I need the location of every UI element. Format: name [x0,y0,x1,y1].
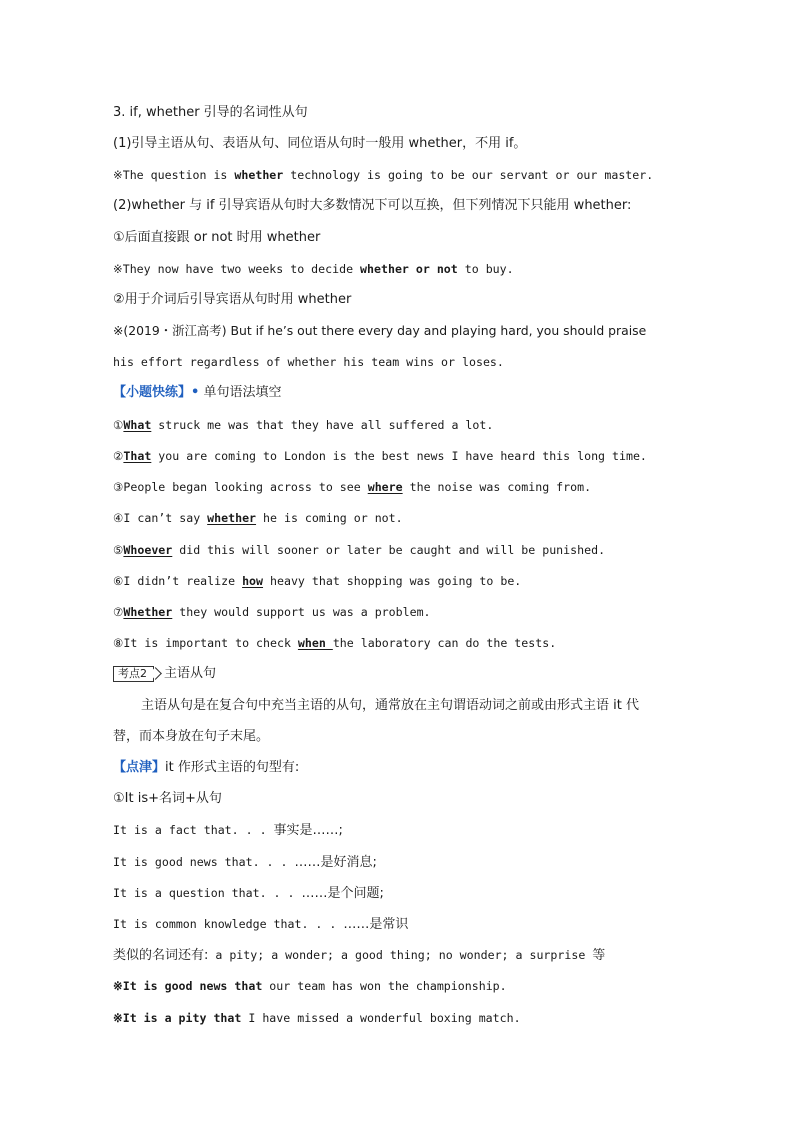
answer: Whether [123,605,173,619]
answer: whether [207,511,257,525]
practice-item-2: ②That you are coming to London is the best news I have heard this long time. [113,449,647,463]
answer: That [123,449,152,463]
example-2: ※They now have two weeks to decide whether or not to buy. [113,262,514,276]
practice-tag: 【小题快练】 [113,385,192,400]
bullet-icon: • [191,385,200,400]
pattern: ①It is+名词+从句 [113,791,222,806]
practice-item-3: ③People began looking across to see where the noise was coming from. [113,480,592,494]
kaodian-heading [113,665,216,683]
kaodian-title: 主语从句 [164,666,217,681]
section-title: 3. if, whether 引导的名词性从句 [113,105,308,120]
practice-item-4: ④I can’t say whether he is coming or not. [113,511,403,525]
answer: What [123,418,152,432]
definition-line-2: 替，而本身放在句子末尾。 [113,729,270,744]
answer: where [367,480,403,494]
definition-line-1: 主语从句是在复合句中充当主语的从句，通常放在主句谓语动词之前或由形式主语 it 代 [141,698,639,713]
practice-item-5: ⑤Whoever did this will sooner or later be caught and will be punished. [113,543,606,557]
practice-item-8: ⑧It is important to check when the laboratory can do the tests. [113,636,557,650]
tip-heading: 【点津】it 作形式主语的句型有: [113,760,300,775]
practice-item-1: ①What struck me was that they have all suffered a lot. [113,418,494,432]
example-5: ※It is a pity that I have missed a wonderful boxing match. [113,1011,521,1025]
pattern-line-4: It is common knowledge that. . . ……是常识 [113,917,409,932]
practice-item-6: ⑥I didn’t realize how heavy that shopping was going to be. [113,574,522,588]
example-3-line-1: ※(2019・浙江高考) But if he’s out there every day and playing hard, you should praise [113,323,647,338]
pattern-line-1: It is a fact that. . . 事实是……; [113,823,343,838]
pattern-line-2: It is good news that. . . ……是好消息; [113,855,377,870]
tip-tag: 【点津】 [113,760,166,775]
example-4: ※It is good news that our team has won the championship. [113,979,507,993]
case-1: ①后面直接跟 or not 时用 whether [113,230,321,245]
similar-nouns: 类似的名词还有: a pity; a wonder; a good thing; no wonder; a surprise 等 [113,948,606,963]
kaodian-badge: 考点2 [113,666,154,682]
case-2: ②用于介词后引导宾语从句时用 whether [113,292,352,307]
example-3-line-2: his effort regardless of whether his team wins or loses. [113,355,504,369]
practice-heading: 【小题快练】• 单句语法填空 [113,385,282,400]
pattern-line-3: It is a question that. . . ……是个问题; [113,886,384,901]
answer: when [297,636,333,650]
rule-2: (2)whether 与 if 引导宾语从句时大多数情况下可以互换，但下列情况下只能用 whether: [113,198,632,213]
practice-item-7: ⑦Whether they would support us was a problem. [113,605,431,619]
example-1: ※The question is whether technology is going to be our servant or our master. [113,168,654,182]
rule-1: (1)引导主语从句、表语从句、同位语从句时一般用 whether，不用 if。 [113,136,527,151]
answer: how [242,574,264,588]
answer: Whoever [123,543,173,557]
